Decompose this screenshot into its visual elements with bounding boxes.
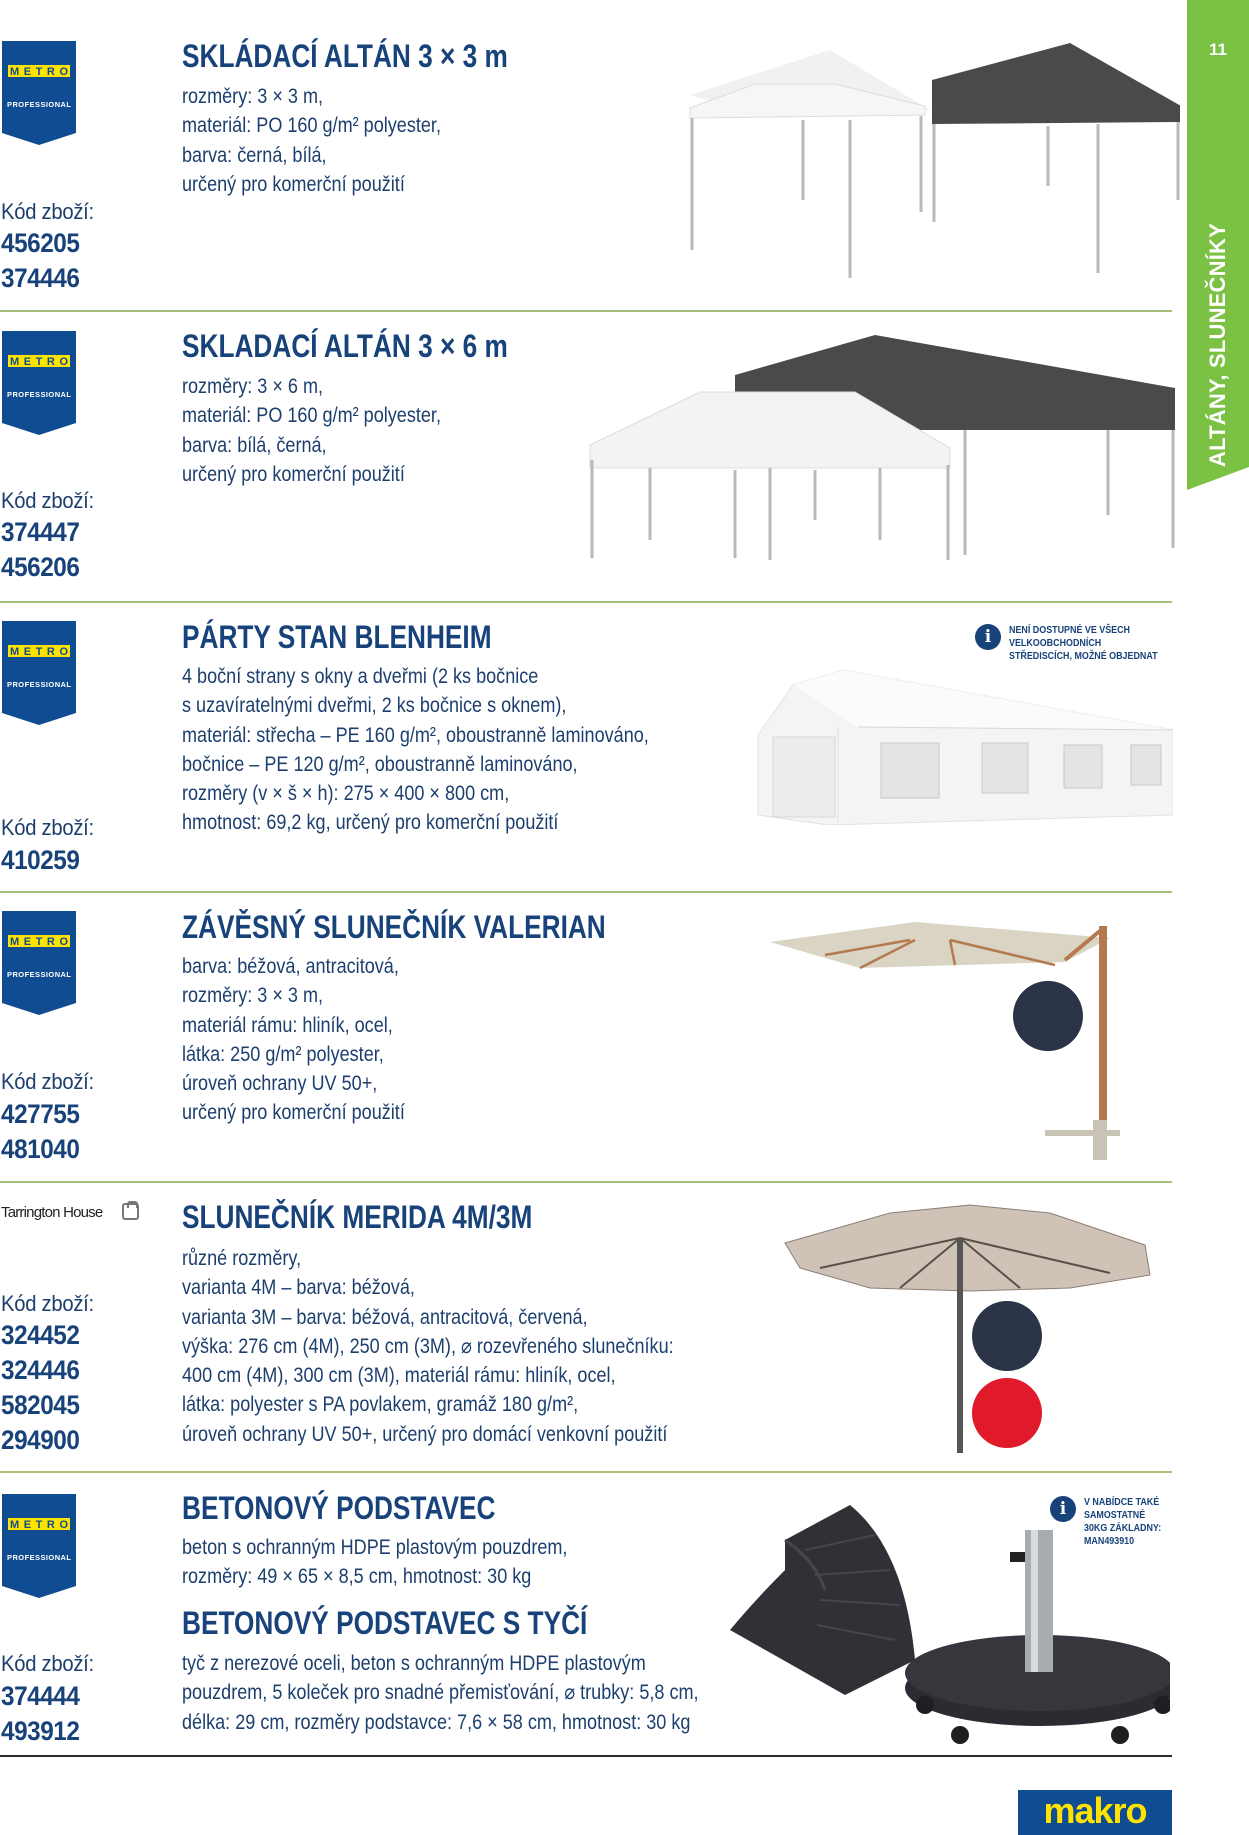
metro-professional-logo	[2, 1494, 76, 1598]
gazebo-3x6-image	[580, 330, 1180, 560]
section-divider	[0, 310, 1172, 312]
product-title: SLUNEČNÍK MERIDA 4M/3M	[182, 1199, 533, 1235]
product-description: rozměry: 3 × 6 m, materiál: PO 160 g/m² polyester, barva: bílá, černá, určený pro komerční použití	[182, 375, 441, 486]
gazebo-3x3-image	[670, 40, 1180, 280]
section-divider	[0, 1181, 1172, 1183]
section-divider	[0, 1471, 1172, 1473]
product-description: beton s ochranným HDPE plastovým pouzdrem, rozměry: 49 × 65 × 8,5 cm, hmotnost: 30 kg	[182, 1536, 568, 1589]
product-code: 481040	[1, 1134, 80, 1164]
code-label: Kód zboží:	[1, 815, 94, 840]
product-title: ZÁVĚSNÝ SLUNEČNÍK VALERIAN	[182, 909, 606, 945]
product-code: 374446	[1, 263, 80, 293]
code-label: Kód zboží:	[1, 1291, 94, 1316]
section-divider	[0, 601, 1172, 603]
code-label: Kód zboží:	[1, 199, 94, 224]
product-code: 324452	[1, 1320, 80, 1350]
product-code: 294900	[1, 1425, 80, 1455]
product-code: 374444	[1, 1681, 80, 1711]
product-code: 456205	[1, 228, 80, 258]
concrete-base-image	[725, 1490, 1170, 1745]
availability-note: i NENÍ DOSTUPNÉ VE VŠECH VELKOOBCHODNÍCH STŘEDISCÍCH, MOŽNÉ OBJEDNAT	[975, 624, 1184, 663]
product-description: různé rozměry, varianta 4M – barva: béžová, varianta 3M – barva: béžová, antracitová, červená, výška: 276 cm (4M), 250 cm (3M), ⌀ rozevřeného slunečníku: 400 cm (4M), 300 cm (3M), materiál rámu: hliník, ocel, látka: polyester s PA povlakem, gramáž 180 g/m², úroveň ochrany UV 50+, určený pro domácí venkovní použití	[182, 1247, 674, 1446]
product-code: 456206	[1, 552, 80, 582]
product-title: BETONOVÝ PODSTAVEC	[182, 1490, 496, 1526]
product-code: 374447	[1, 517, 80, 547]
code-label: Kód zboží:	[1, 1651, 94, 1676]
product-description-secondary: tyč z nerezové oceli, beton s ochranným HDPE plastovým pouzdrem, 5 koleček pro snadné přemisťování, ⌀ trubky: 5,8 cm, délka: 29 cm, rozměry podstavce: 7,6 × 58 cm, hmotnost: 30 kg	[182, 1652, 699, 1734]
availability-note: i V NABÍDCE TAKÉ SAMOSTATNÉ 30KG ZÁKLADNY: MAN493910	[1050, 1496, 1175, 1548]
product-code: 582045	[1, 1390, 80, 1420]
section-divider	[0, 1755, 1172, 1757]
party-tent-image	[748, 665, 1173, 825]
section-divider	[0, 891, 1172, 893]
metro-professional-logo	[2, 911, 76, 1015]
color-swatch-anthracite	[1013, 981, 1083, 1051]
tarrington-bag-icon	[122, 1203, 139, 1220]
product-title: SKLÁDACÍ ALTÁN 3 × 3 m	[182, 38, 508, 74]
metro-professional-logo	[2, 331, 76, 435]
round-parasol-image	[780, 1203, 1160, 1453]
product-title: SKLADACÍ ALTÁN 3 × 6 m	[182, 328, 508, 364]
product-code: 493912	[1, 1716, 80, 1746]
product-description: rozměry: 3 × 3 m, materiál: PO 160 g/m² polyester, barva: černá, bílá, určený pro komerční použití	[182, 85, 441, 196]
info-icon: i	[975, 624, 1001, 650]
product-title: PÁRTY STAN BLENHEIM	[182, 619, 492, 655]
color-swatch-red	[972, 1378, 1042, 1448]
code-label: Kód zboží:	[1, 1069, 94, 1094]
product-description: 4 boční strany s okny a dveřmi (2 ks bočnice s uzavíratelnými dveřmi, 2 ks bočnice s oknem), materiál: střecha – PE 160 g/m², oboustranně laminováno, bočnice – PE 120 g/m², oboustranně laminováno, rozměry (v × š × h): 275 × 400 × 800 cm, hmotnost: 69,2 kg, určený pro komerční použití	[182, 665, 649, 835]
product-code: 427755	[1, 1099, 80, 1129]
page-number: 11	[1209, 40, 1227, 59]
code-label: Kód zboží:	[1, 488, 94, 513]
color-swatch-anthracite	[972, 1301, 1042, 1371]
info-icon: i	[1050, 1496, 1076, 1522]
makro-logo: makro	[1018, 1790, 1172, 1835]
product-code: 324446	[1, 1355, 80, 1385]
section-title: ALTÁNY, SLUNEČNÍKY	[1205, 223, 1230, 467]
product-description: barva: béžová, antracitová, rozměry: 3 × 3 m, materiál rámu: hliník, ocel, látka: 250 g/m² polyester, úroveň ochrany UV 50+, určený pro komerční použití	[182, 955, 405, 1125]
tarrington-house-logo: Tarrington House	[1, 1204, 103, 1221]
metro-professional-logo	[2, 621, 76, 725]
product-title-secondary: BETONOVÝ PODSTAVEC S TYČÍ	[182, 1605, 588, 1641]
metro-professional-logo	[2, 41, 76, 145]
product-code: 410259	[1, 845, 80, 875]
